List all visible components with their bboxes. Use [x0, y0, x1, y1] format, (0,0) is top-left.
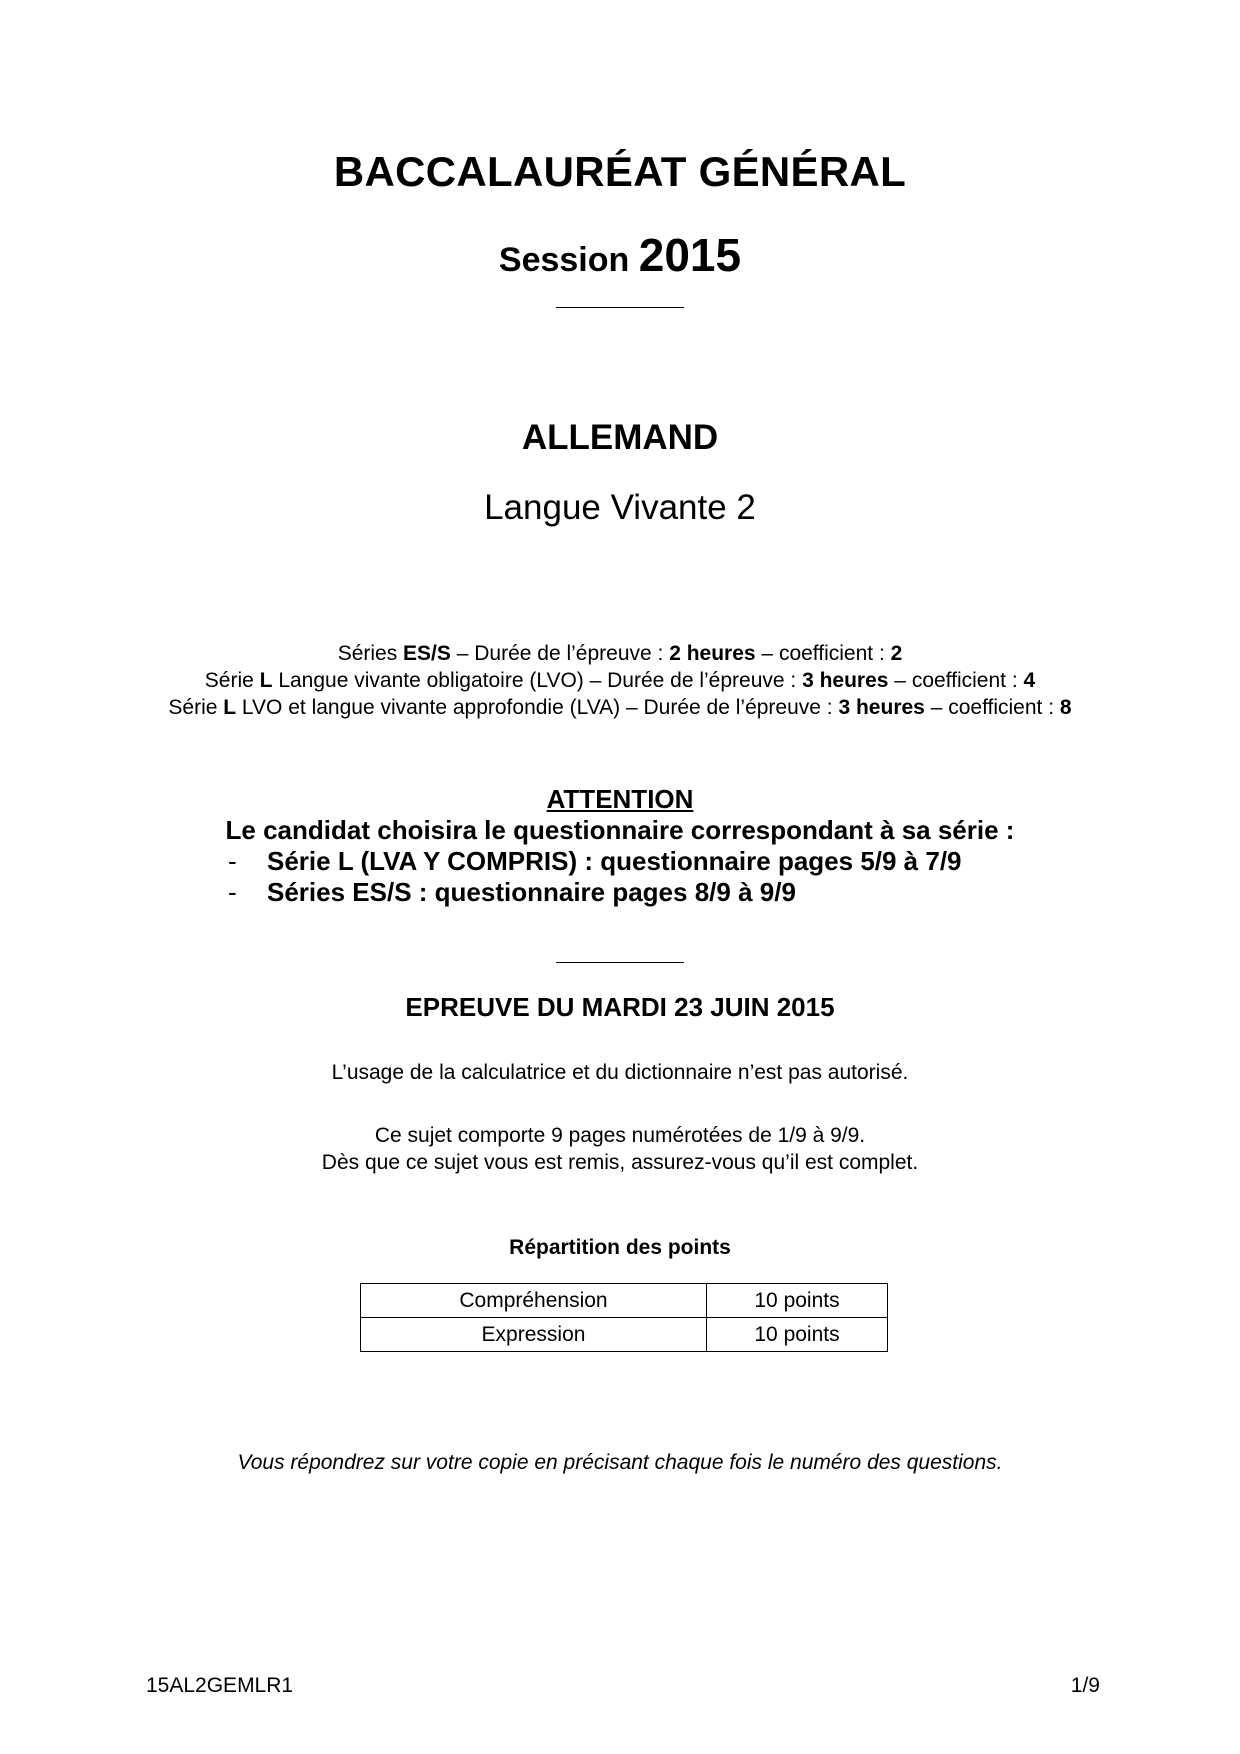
session-year: 2015: [638, 229, 742, 281]
series-duration: 2 heures: [669, 642, 756, 665]
series-duration: 3 heures: [838, 696, 925, 719]
series-text: Série: [204, 669, 260, 692]
complete-rule: Dès que ce sujet vous est remis, assurez-vous qu’il est complet.: [321, 1151, 919, 1174]
series-line: [0, 667, 1240, 694]
series-coefficient: 4: [1023, 669, 1036, 692]
pages-rule: Ce sujet comporte 9 pages numérotées de 1/9 à 9/9.: [374, 1124, 866, 1147]
attention-bullet-text: Séries ES/S : questionnaire pages 8/9 à 9/9: [267, 877, 796, 907]
series-text: – coefficient :: [924, 696, 1060, 719]
calculator-rule: L’usage de la calculatrice et du dictionnaire n’est pas autorisé.: [331, 1061, 909, 1084]
points-heading: Répartition des points: [509, 1236, 731, 1259]
series-line: [0, 694, 1240, 721]
exam-date: EPREUVE DU MARDI 23 JUIN 2015: [405, 992, 835, 1022]
series-line: [0, 640, 1240, 667]
bullet-dash: -: [228, 846, 237, 876]
series-text: Séries: [337, 642, 404, 665]
language-level: Langue Vivante 2: [484, 488, 756, 527]
document-title: BACCALAURÉAT GÉNÉRAL: [333, 148, 907, 195]
series-name: L: [259, 669, 273, 692]
series-text: – coefficient :: [888, 669, 1024, 692]
attention-bullet: [228, 877, 237, 908]
table-cell-part: Expression: [361, 1318, 707, 1352]
session-line: [0, 228, 1240, 282]
series-duration: 3 heures: [802, 669, 889, 692]
series-name: L: [223, 696, 237, 719]
table-cell-points: 10 points: [707, 1318, 888, 1352]
attention-bullet: [228, 846, 237, 877]
series-name: ES/S: [403, 642, 451, 665]
series-text: LVO et langue vivante approfondie (LVA) – Durée de l’épreuve :: [236, 696, 839, 719]
divider-middle: [556, 962, 684, 963]
table-cell-part: Compréhension: [361, 1284, 707, 1318]
attention-heading: ATTENTION: [546, 784, 694, 814]
table-cell-points: 10 points: [707, 1284, 888, 1318]
points-table: [360, 1283, 888, 1352]
series-text: Langue vivante obligatoire (LVO) – Durée de l’épreuve :: [272, 669, 803, 692]
footer-code: 15AL2GEMLR1: [146, 1674, 294, 1697]
attention-bullet-text: Série L (LVA Y COMPRIS) : questionnaire pages 5/9 à 7/9: [267, 846, 962, 876]
series-text: – Durée de l’épreuve :: [450, 642, 670, 665]
divider-top: [556, 307, 684, 308]
table-row: [361, 1284, 888, 1318]
footer-page-number: 1/9: [1070, 1674, 1100, 1697]
series-coefficient: 2: [890, 642, 903, 665]
attention-intro: Le candidat choisira le questionnaire correspondant à sa série :: [225, 815, 1015, 845]
answer-note: Vous répondrez sur votre copie en précisant chaque fois le numéro des questions.: [237, 1451, 1003, 1474]
bullet-dash: -: [228, 877, 237, 907]
table-row: [361, 1318, 888, 1352]
session-label: Session: [498, 241, 630, 279]
series-text: – coefficient :: [755, 642, 891, 665]
series-text: Série: [168, 696, 224, 719]
subject-title: ALLEMAND: [521, 418, 719, 457]
series-coefficient: 8: [1059, 696, 1072, 719]
